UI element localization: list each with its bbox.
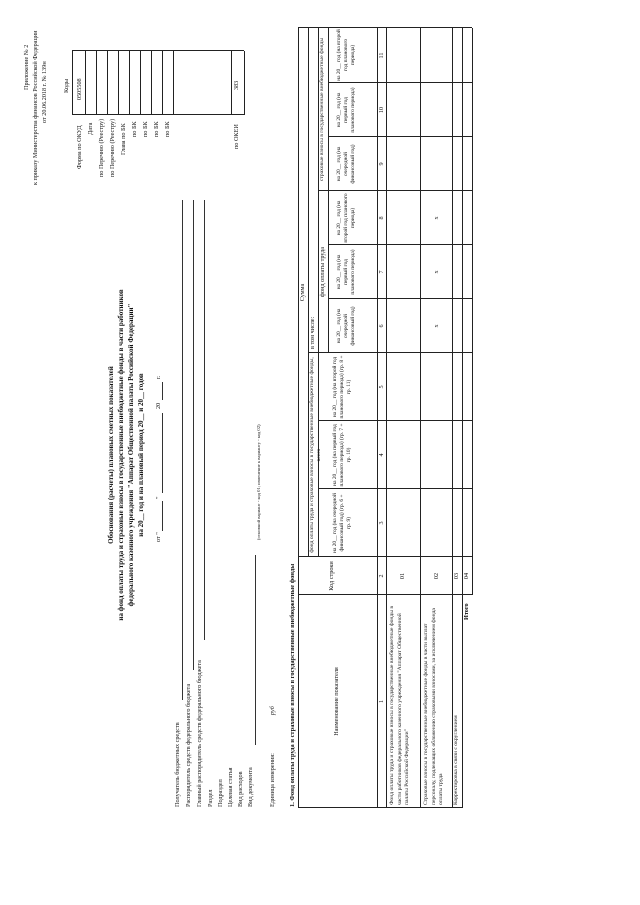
date-month-line bbox=[162, 413, 163, 493]
table-line bbox=[318, 488, 472, 489]
unit-value: руб bbox=[269, 706, 276, 715]
codes-row-label: по БК bbox=[153, 121, 160, 137]
codes-row-label: по БК bbox=[164, 121, 171, 137]
appendix-line3: от 20.06.2018 г. № 139н bbox=[41, 61, 48, 123]
table-line bbox=[328, 82, 472, 83]
col-number: 6 bbox=[378, 324, 385, 328]
codes-row-label: Глава по БК bbox=[120, 123, 127, 155]
sub-header: на 20__ год (на второй год планового периода) (гр. 8 + гр. 11) bbox=[332, 355, 352, 419]
codes-header: Коды bbox=[63, 78, 70, 93]
col-code-header: Код строки bbox=[328, 561, 335, 591]
sub-header: на 20__ год (на второй год планового периода) bbox=[336, 193, 356, 243]
sub-header: на 20__ год (на очередной финансовый год) bbox=[336, 144, 356, 184]
table-row-code: 04 bbox=[463, 572, 470, 580]
date-from: от " bbox=[155, 532, 162, 542]
sub-header: на 20__ год (на второй год планового периода) bbox=[336, 29, 356, 81]
table-line bbox=[298, 28, 299, 808]
sub-header: на 20__ год (на первый год планового периода) bbox=[336, 249, 356, 295]
date-day-line bbox=[162, 501, 163, 531]
col-number: 10 bbox=[378, 106, 385, 114]
codes-row-line bbox=[162, 51, 163, 115]
col-number: 2 bbox=[378, 574, 385, 578]
group-ins-header: страховые взносы в государственные внебюджетные фонды bbox=[319, 37, 325, 182]
codes-row-label: по БК bbox=[131, 121, 138, 137]
variant-note: (основной вариант - код 01; изменение к варианту - код 02) bbox=[256, 424, 261, 540]
table-line bbox=[377, 28, 378, 808]
title-line3: федерального казенного учреждения "Аппарат Общественной палаты Российской Федерации" bbox=[127, 303, 135, 607]
title-line4: на 20__ год и на плановый период 20__ и 20__ годов bbox=[137, 373, 145, 537]
col-number: 3 bbox=[378, 521, 385, 525]
field-line bbox=[182, 200, 183, 700]
table-line bbox=[328, 298, 472, 299]
field-label: Вид расходов bbox=[237, 771, 244, 807]
codes-row-line bbox=[140, 51, 141, 115]
codes-left-line bbox=[72, 114, 244, 115]
table-row-code: 02 bbox=[433, 572, 440, 580]
table-cell: x bbox=[433, 324, 440, 328]
date-year-line bbox=[162, 382, 163, 400]
field-label: Распорядитель средств федерального бюджета bbox=[185, 683, 192, 807]
appendix-line1: Приложение № 2 bbox=[23, 44, 30, 90]
form-label: Форма по ОКУД bbox=[76, 125, 83, 169]
table-row-name: Страховые взносы в государственные внебюджетные фонды в части выплат персоналу, подлежащих обложению страховыми взносами, за исключением фонда оплаты труда bbox=[423, 608, 445, 805]
table-line bbox=[318, 420, 472, 421]
table-row-name: Итого bbox=[463, 603, 470, 620]
field-label: Получатель бюджетных средств bbox=[174, 722, 181, 807]
col-number: 5 bbox=[378, 385, 385, 389]
codes-row-line bbox=[118, 51, 119, 115]
group-fot-header: фонд оплаты труда bbox=[319, 247, 326, 297]
codes-right-line bbox=[72, 50, 244, 51]
field-label: Подраздел bbox=[217, 779, 224, 807]
field-line bbox=[193, 200, 194, 670]
group-incl-header: в том числе: bbox=[309, 316, 316, 349]
date-year: 20 bbox=[155, 402, 162, 409]
codes-row-line bbox=[151, 51, 152, 115]
codes-row-line bbox=[85, 51, 86, 115]
field-label: Целевая статья bbox=[227, 767, 234, 807]
sub-header: на 20__ год (на первый год планового периода) bbox=[336, 87, 356, 133]
okei-label: по ОКЕИ bbox=[233, 124, 240, 149]
col-number: 8 bbox=[378, 216, 385, 220]
field-label: Главный распорядитель средств федерального бюджета bbox=[196, 660, 203, 807]
form-code: 0505508 bbox=[76, 78, 83, 100]
col-name-header: Наименование показателя bbox=[333, 667, 340, 736]
sub-header: на 20__ год (на первый год планового периода) (гр. 7 + гр. 10) bbox=[332, 423, 352, 487]
table-row-name: Корректировка в связи с округлением bbox=[453, 715, 459, 805]
table-line bbox=[318, 190, 472, 191]
table-line bbox=[472, 28, 473, 595]
codes-row-label: по БК bbox=[142, 121, 149, 137]
col-number: 1 bbox=[378, 699, 385, 704]
field-label: Раздел bbox=[207, 789, 214, 807]
title-line2: на фонд оплаты труда и страховые взносы в государственные внебюджетные фонды в части работников bbox=[117, 289, 125, 621]
appendix-line2: к приказу Министерства финансов Российской Федерации bbox=[32, 30, 39, 185]
codes-row-label: по Перечню (Реестру) bbox=[109, 118, 116, 177]
codes-row-line bbox=[129, 51, 130, 115]
table-line bbox=[420, 28, 421, 808]
date-quote: " bbox=[155, 496, 162, 499]
table-line bbox=[308, 352, 472, 353]
table-cell: x bbox=[433, 270, 440, 274]
sub-header: на 20__ год (на очередной финансовый год) bbox=[336, 306, 356, 346]
field-label: Вид документа bbox=[247, 767, 254, 807]
codes-row-line bbox=[173, 51, 174, 115]
okei-code: 383 bbox=[233, 80, 240, 90]
date-label: Дата bbox=[87, 122, 94, 135]
table-line bbox=[328, 244, 472, 245]
section1-title: 1. Фонд оплаты труда и страховые взносы в государственные внебюджетные фонды bbox=[289, 563, 296, 807]
field-line bbox=[255, 555, 256, 745]
col-number: 7 bbox=[378, 270, 385, 274]
codes-row-line bbox=[96, 51, 97, 115]
table-line bbox=[462, 28, 463, 808]
table-row-name: Фонд оплаты труда и страховые взносы в государственные внебюджетные фонды в части работников федерального казенного учреждения "Аппарат Общественной палаты Российской Федерации" bbox=[389, 606, 411, 805]
codes-row-label: по Перечню (Реестру) bbox=[98, 118, 105, 177]
table-row-code: 03 bbox=[453, 572, 460, 580]
codes-bottom-line bbox=[244, 51, 245, 115]
field-line bbox=[204, 200, 205, 640]
codes-row-line bbox=[107, 51, 108, 115]
table-line bbox=[386, 28, 387, 808]
table-row-code: 01 bbox=[399, 572, 406, 580]
col-number: 4 bbox=[378, 453, 385, 457]
codes-top-line bbox=[72, 51, 73, 115]
col-number: 9 bbox=[378, 162, 385, 166]
group-total-header: фонд оплаты труда и страховые взносы в государственные внебюджетные фонды, всего bbox=[309, 357, 322, 553]
col-number: 11 bbox=[378, 52, 385, 59]
table-line bbox=[452, 28, 453, 808]
col-sum-header: Сумма bbox=[299, 283, 306, 302]
title-line1: Обоснования (расчеты) плановых сметных показателей bbox=[107, 366, 115, 544]
codes-row-line bbox=[231, 51, 232, 115]
sub-header: на 20__ год (на очередной финансовый год) (гр. 6 + гр. 9) bbox=[332, 493, 352, 553]
unit-label: Единица измерения: bbox=[269, 753, 276, 807]
table-cell: x bbox=[433, 216, 440, 220]
date-end: г. bbox=[155, 375, 162, 379]
table-line bbox=[328, 136, 472, 137]
